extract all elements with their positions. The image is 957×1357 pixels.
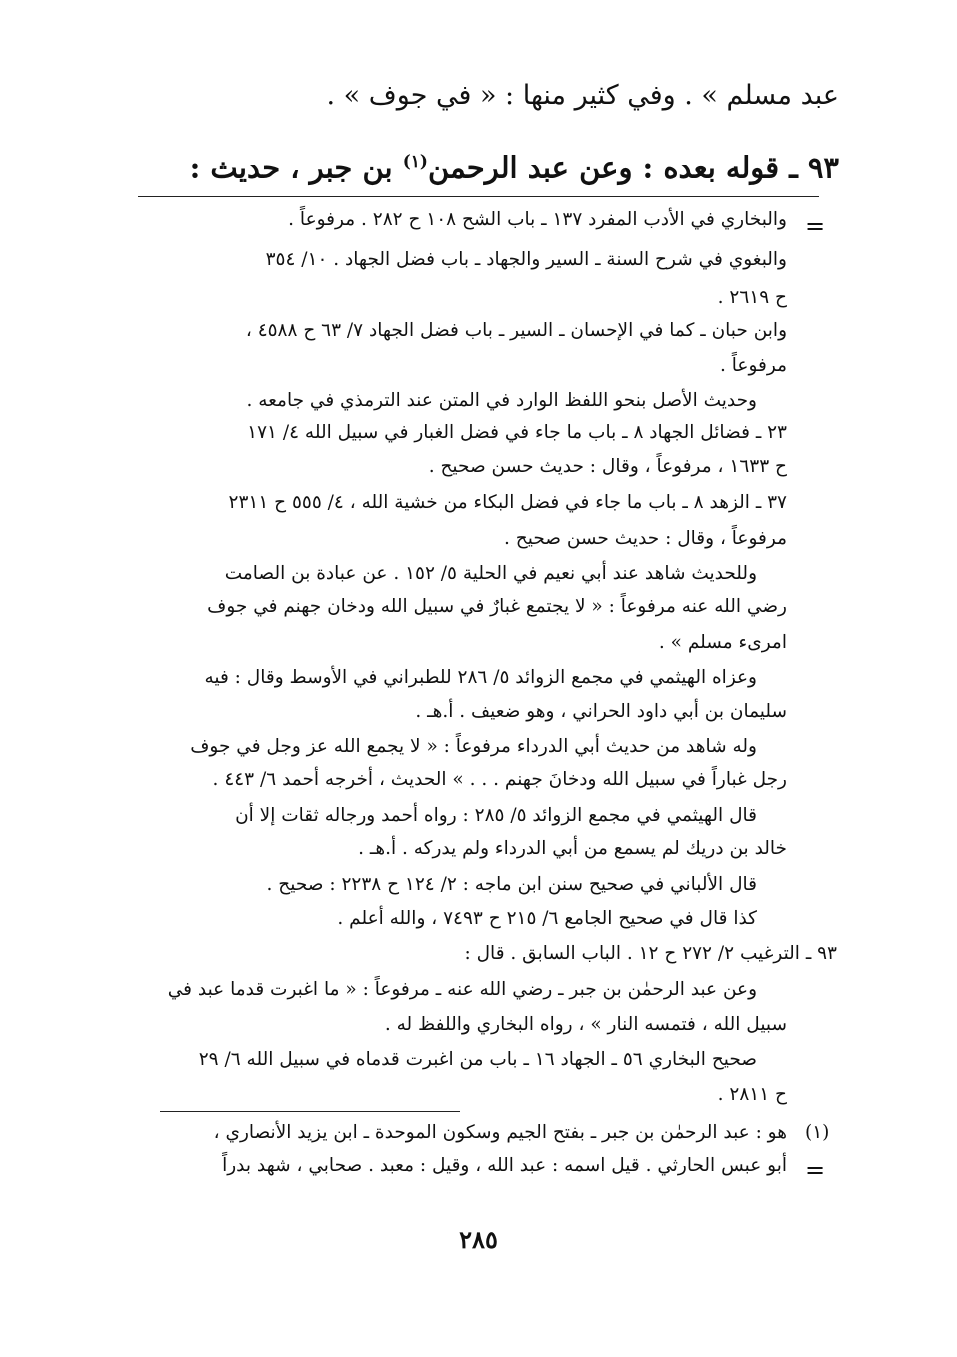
continuation-mark: = bbox=[805, 1156, 826, 1184]
footnote-line: وللحديث شاهد عند أبي نعيم في الحلية ٥/ ١٥٢ . عن عبادة بن الصامت bbox=[224, 563, 757, 584]
footnote-line: رجل غباراً في سبيل الله ودخانَ جهنم . . . » الحديث ، أخرجه أحمد ٦/ ٤٤٣ . bbox=[212, 769, 787, 790]
footnote-line: مرفوعاً . bbox=[720, 355, 787, 376]
footnote-line: وعزاه الهيثمي في مجمع الزوائد ٥/ ٢٨٦ للطبراني في الأوسط وقال : فيه bbox=[204, 667, 757, 688]
footnote-line: والبغوي في شرح السنة ـ السير والجهاد ـ باب فضل الجهاد . ١٠/ ٣٥٤ bbox=[265, 249, 787, 270]
footnote-line: كذا قال في صحيح الجامع ٦/ ٢١٥ ح ٧٤٩٣ ، والله أعلم . bbox=[337, 908, 757, 929]
footnote-line: ٢٣ ـ فضائل الجهاد ٨ ـ باب ما جاء في فضل الغبار في سبيل الله ٤/ ١٧١ bbox=[247, 422, 787, 443]
footnote-line: رضي الله عنه مرفوعاً : « لا يجتمع غبارٌ في سبيل الله ودخان جهنم في جوف bbox=[207, 596, 787, 617]
footnote-ref: (١) bbox=[402, 152, 428, 172]
footnote-line: والبخاري في الأدب المفرد ١٣٧ ـ باب الشح ١٠٨ ح ٢٨٢ . مرفوعاً . bbox=[288, 209, 787, 230]
heading-text-end: بن جبر ، حديث : bbox=[189, 150, 403, 185]
footnote-line: قال الهيثمي في مجمع الزوائد ٥/ ٢٨٥ : رواه أحمد ورجاله ثقات إلا أن bbox=[235, 805, 757, 826]
page-number: ٢٨٥ bbox=[459, 1225, 498, 1254]
main-text-line: عبد مسلم » . وفي كثير منها : « في جوف » . bbox=[326, 80, 839, 111]
footnote-line: قال الألباني في صحيح سنن ابن ماجه : ٢/ ١٢٤ ح ٢٢٣٨ : صحيح . bbox=[266, 874, 757, 895]
footnote-line: وابن حبان ـ كما في الإحسان ـ السير ـ باب فضل الجهاد ٧/ ٦٣ ح ٤٥٨٨ ، bbox=[245, 320, 787, 341]
footnote-line: خالد بن دريك لم يسمع من أبي الدرداء ولم يدركه . أ.هـ . bbox=[358, 838, 787, 859]
footnote-line: ٩٣ ـ الترغيب ٢/ ٢٧٢ ح ١٢ . الباب السابق . قال : bbox=[464, 943, 837, 964]
heading-text: ٩٣ ـ قوله بعده : وعن عبد الرحمن bbox=[427, 150, 839, 185]
footnote-line: سليمان بن أبي داود الحراني ، وهو ضعيف . أ.هـ . bbox=[415, 701, 787, 722]
footnote-line: سبيل الله ، فتمسه النار » ، رواه البخاري واللفظ له . bbox=[384, 1014, 787, 1035]
footnote-number: (١) bbox=[805, 1122, 830, 1143]
footnote-line: مرفوعاً ، وقال : حديث حسن صحيح . bbox=[504, 528, 787, 549]
footnote-line: وحديث الأصل بنحو اللفظ الوارد في المتن عند الترمذي في جامعه . bbox=[246, 390, 757, 411]
footnote-line: ح ١٦٣٣ ، مرفوعاً ، وقال : حديث حسن صحيح . bbox=[428, 456, 787, 477]
footnote-line: صحيح البخاري ٥٦ ـ الجهاد ١٦ ـ باب من اغبرت قدماه في سبيل الله ٦/ ٢٩ bbox=[198, 1049, 757, 1070]
continuation-mark: = bbox=[805, 212, 826, 240]
footnote-line: أبو عبس الحارثي . قيل اسمه : عبد الله ، وقيل : معبد . صحابي ، شهد بدراً bbox=[222, 1155, 787, 1176]
footnote-line: هو : عبد الرحمٰن بن جبر ـ بفتح الجيم وسكون الموحدة ـ ابن يزيد الأنصاري ، bbox=[213, 1122, 787, 1143]
footnote-line: وعن عبد الرحمٰن بن جبر ـ رضي الله عنه ـ مرفوعاً : « ما اغبرت قدما عبد في bbox=[167, 979, 757, 1000]
hadith-heading bbox=[190, 142, 839, 188]
footnote-line: امرىء مسلم » . bbox=[658, 632, 787, 653]
footnote-line: ٣٧ ـ الزهد ٨ ـ باب ما جاء في فضل البكاء من خشية الله ، ٤/ ٥٥٥ ح ٢٣١١ bbox=[228, 492, 787, 513]
main-divider bbox=[138, 196, 819, 197]
footnote-divider bbox=[160, 1111, 460, 1112]
footnote-line: ح ٢٨١١ . bbox=[717, 1084, 787, 1105]
footnote-line: وله شاهد من حديث أبي الدرداء مرفوعاً : « لا يجمع الله عز وجل في جوف bbox=[190, 736, 757, 757]
footnote-line: ح ٢٦١٩ . bbox=[717, 287, 787, 308]
